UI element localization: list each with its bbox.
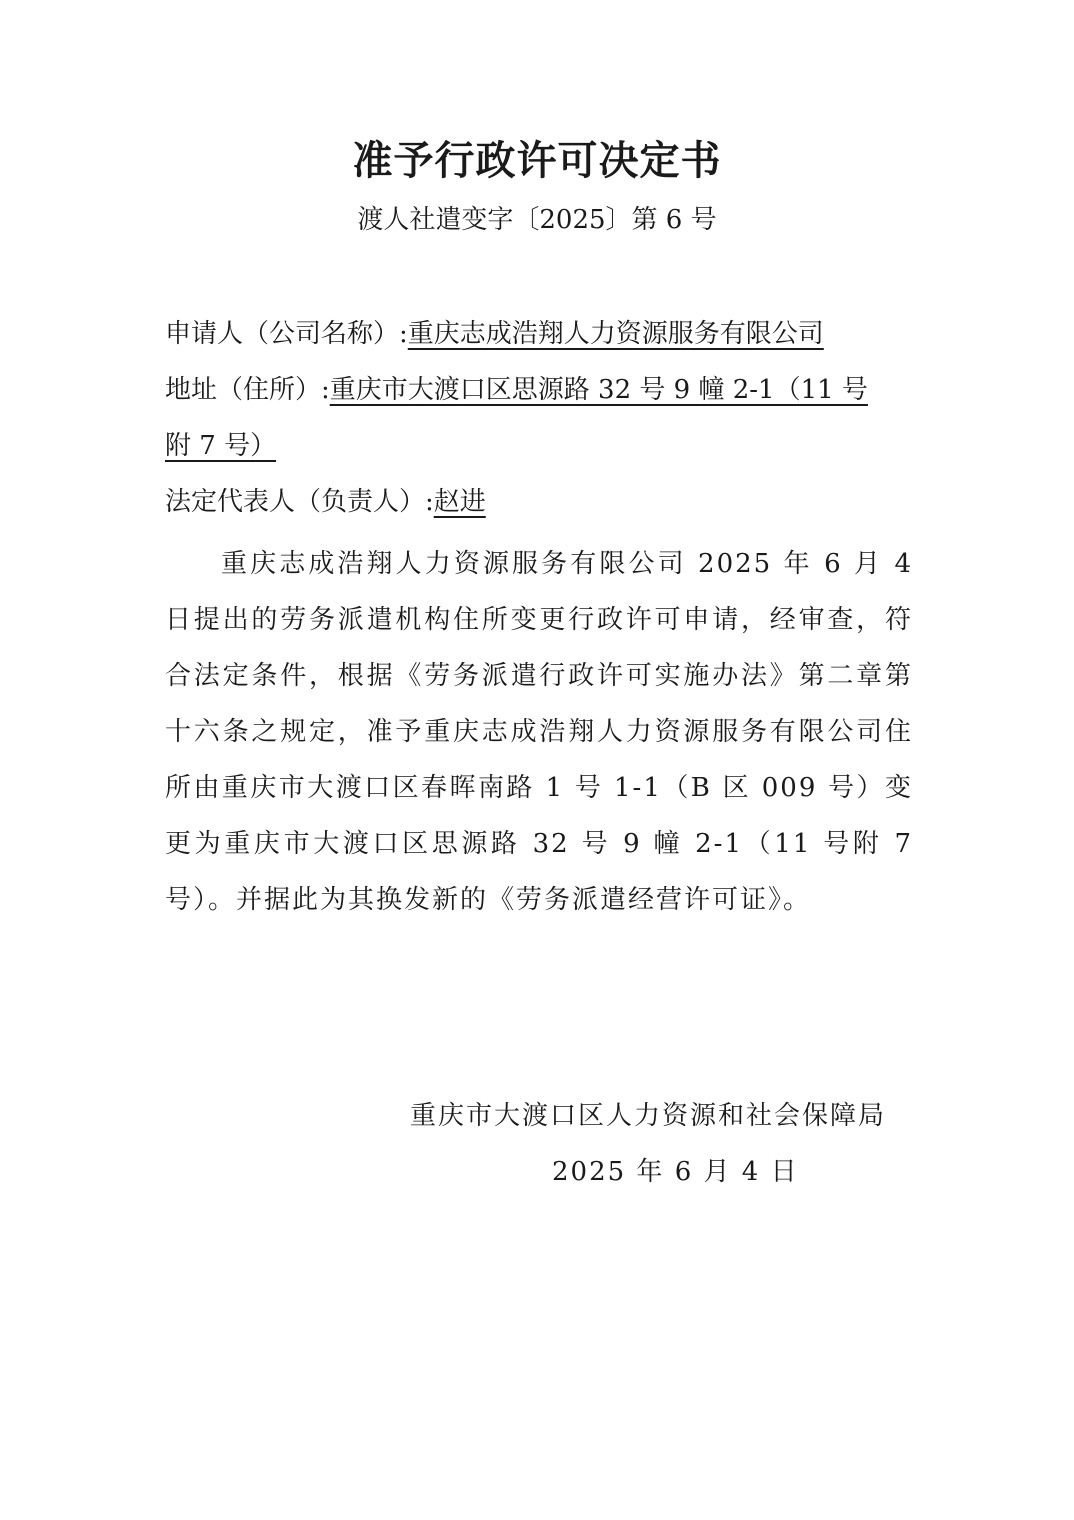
document-number: 渡人社遣变字〔2025〕第 6 号: [357, 205, 717, 235]
applicant-row: [165, 314, 824, 354]
issue-date: 2025 年 6 月 4 日: [552, 1157, 799, 1187]
legal-rep-value: 赵进: [433, 487, 486, 517]
legal-rep-label: 法定代表人（负责人）:: [165, 487, 434, 517]
document-title: 准予行政许可决定书: [352, 137, 722, 184]
address-row-continued: [165, 426, 276, 466]
applicant-label: 申请人（公司名称）:: [165, 319, 408, 349]
decision-body: 重庆志成浩翔人力资源服务有限公司 2025 年 6 月 4 日提出的劳务派遣机构住所变更行政许可申请，经审查，符合法定条件，根据《劳务派遣行政许可实施办法》第二章第十六条之规定，准予重庆志成浩翔人力资源服务有限公司住所由重庆市大渡口区春晖南路 1 号 1-1（B 区 009 号）变更为重庆市大渡口区思源路 32 号 9 幢 2-1（11 号附 7 号）。并据此为其换发新的《劳务派遣经营许可证》。: [165, 549, 913, 915]
address-value-line2: 附 7 号）: [165, 431, 277, 461]
legal-rep-row: [165, 482, 486, 522]
address-label: 地址（住所）:: [165, 375, 330, 405]
address-value-line1: 重庆市大渡口区思源路 32 号 9 幢 2-1（11 号: [329, 375, 868, 405]
applicant-value: 重庆志成浩翔人力资源服务有限公司: [407, 319, 824, 349]
issuing-authority: 重庆市大渡口区人力资源和社会保障局: [410, 1101, 887, 1131]
address-row: [165, 370, 868, 410]
